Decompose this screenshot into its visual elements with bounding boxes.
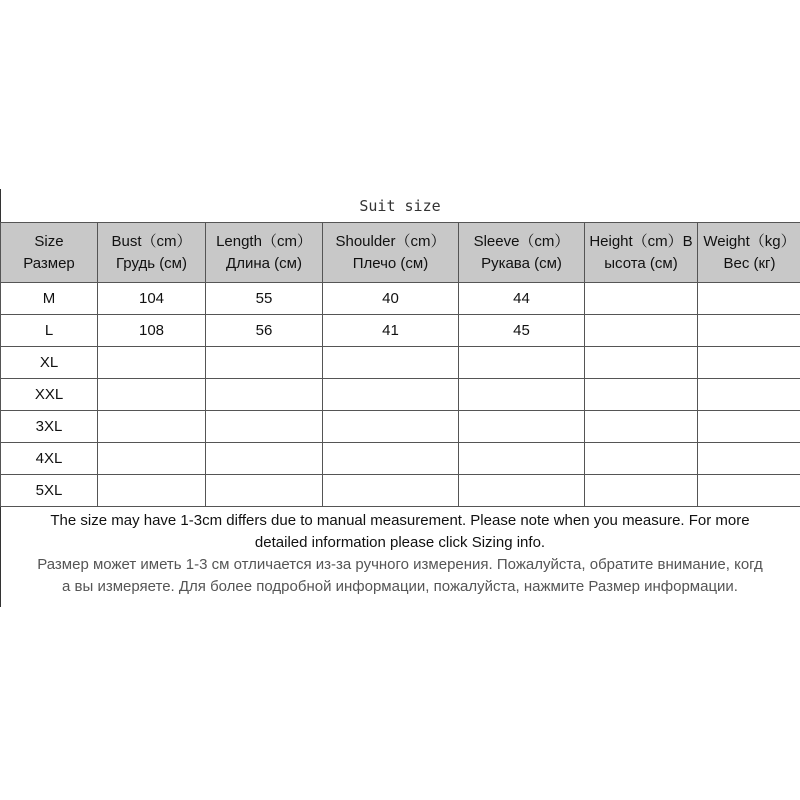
note-english [0, 510, 800, 554]
cell-shoulder [323, 411, 459, 443]
cell-weight [698, 283, 800, 315]
cell-shoulder [323, 379, 459, 411]
cell-weight [698, 315, 800, 347]
cell-height [585, 379, 698, 411]
cell-size: 3XL [1, 411, 98, 443]
note-russian-line2: а вы измеряете. Для более подробной информации, пожалуйста, нажмите Размер информации. [62, 578, 738, 595]
cell-bust [98, 443, 206, 475]
table-row [1, 411, 800, 443]
header-size: Size Размер [1, 223, 98, 283]
cell-bust [98, 411, 206, 443]
table-row [1, 315, 800, 347]
cell-height [585, 443, 698, 475]
table-row [1, 283, 800, 315]
cell-size: XXL [1, 379, 98, 411]
note-english-line2: detailed information please click Sizing info. [254, 534, 546, 551]
cell-bust [98, 475, 206, 507]
header-shoulder: Shoulder（cm） Плечо (см) [323, 223, 459, 283]
note-russian [0, 554, 800, 598]
cell-shoulder [323, 347, 459, 379]
cell-sleeve [459, 475, 585, 507]
table-title: Suit size [359, 197, 441, 215]
cell-bust [98, 347, 206, 379]
cell-length: 55 [206, 283, 323, 315]
cell-sleeve [459, 379, 585, 411]
cell-shoulder: 41 [323, 315, 459, 347]
cell-weight [698, 411, 800, 443]
cell-sleeve [459, 411, 585, 443]
cell-sleeve [459, 443, 585, 475]
header-row [1, 223, 800, 283]
header-sleeve: Sleeve（cm） Рукава (см) [459, 223, 585, 283]
header-weight: Weight（kg） Вес (кг) [698, 223, 800, 283]
cell-length [206, 347, 323, 379]
cell-height [585, 315, 698, 347]
cell-length: 56 [206, 315, 323, 347]
cell-length [206, 379, 323, 411]
table-row [1, 379, 800, 411]
note-russian-line1: Размер может иметь 1-3 см отличается из-за ручного измерения. Пожалуйста, обратите внимание, когд [37, 556, 763, 573]
cell-bust: 104 [98, 283, 206, 315]
cell-sleeve: 44 [459, 283, 585, 315]
cell-length [206, 443, 323, 475]
cell-weight [698, 379, 800, 411]
note-english-line1: The size may have 1-3cm differs due to manual measurement. Please note when you measure. For more [50, 512, 750, 529]
cell-height [585, 475, 698, 507]
cell-shoulder [323, 475, 459, 507]
size-chart-table [0, 222, 800, 507]
cell-height [585, 347, 698, 379]
cell-weight [698, 475, 800, 507]
cell-bust [98, 379, 206, 411]
cell-shoulder: 40 [323, 283, 459, 315]
cell-size: XL [1, 347, 98, 379]
header-bust: Bust（cm） Грудь (см) [98, 223, 206, 283]
cell-sleeve [459, 347, 585, 379]
measurement-notes [0, 510, 800, 598]
table-row [1, 475, 800, 507]
table-row [1, 443, 800, 475]
cell-shoulder [323, 443, 459, 475]
cell-height [585, 411, 698, 443]
cell-size: M [1, 283, 98, 315]
cell-length [206, 411, 323, 443]
cell-bust: 108 [98, 315, 206, 347]
cell-size: 5XL [1, 475, 98, 507]
header-height: Height（cm）В ысота (см) [585, 223, 698, 283]
cell-sleeve: 45 [459, 315, 585, 347]
cell-size: L [1, 315, 98, 347]
cell-size: 4XL [1, 443, 98, 475]
cell-length [206, 475, 323, 507]
header-length: Length（cm） Длина (см) [206, 223, 323, 283]
cell-weight [698, 443, 800, 475]
cell-height [585, 283, 698, 315]
cell-weight [698, 347, 800, 379]
table-row [1, 347, 800, 379]
